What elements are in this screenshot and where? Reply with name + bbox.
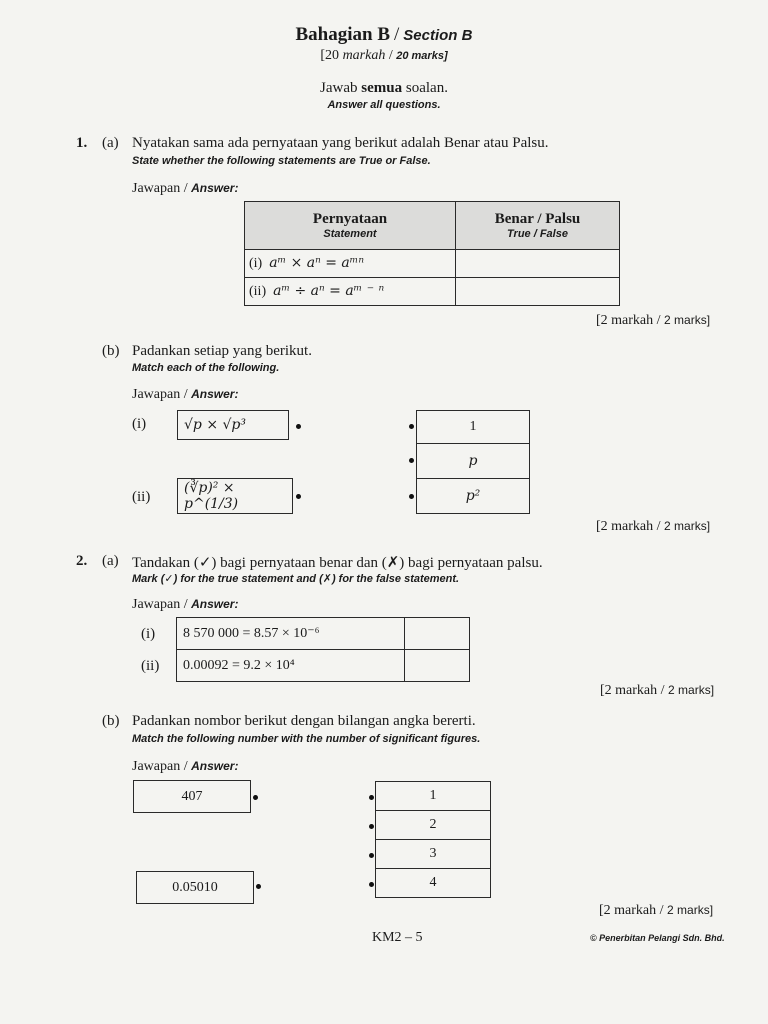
q1a-row-i-expr: aᵐ × aⁿ = aᵐⁿ bbox=[269, 255, 365, 271]
q2a-mark-cell-i[interactable] bbox=[405, 618, 470, 650]
q1a-statement-ii bbox=[245, 278, 456, 306]
q2a-statement-ii: 0.00092 = 9.2 × 10⁴ bbox=[177, 650, 405, 682]
q2a-row-ii-label: (ii) bbox=[141, 658, 160, 674]
q1a-text-ms: Nyatakan sama ada pernyataan yang berikut adalah Benar atau Palsu. bbox=[132, 135, 549, 151]
q1b-right-dot[interactable] bbox=[409, 424, 414, 429]
q2a-row-i-label: (i) bbox=[141, 626, 156, 642]
q2b-marks: [2 markah / 2 marks] bbox=[599, 903, 714, 918]
instruction-ms-pre: Jawab bbox=[320, 80, 362, 96]
q2b-right-dot[interactable] bbox=[369, 882, 374, 887]
q1a-head-truefalse bbox=[456, 202, 620, 250]
instruction-ms-post: soalan. bbox=[402, 80, 448, 96]
section-title-en: Section B bbox=[403, 27, 473, 44]
q1a-answer-cell-i[interactable] bbox=[456, 250, 620, 278]
q2b-text-en: Match the following number with the number of significant figures. bbox=[132, 733, 481, 745]
q1a-marks-en: 2 marks] bbox=[664, 313, 711, 327]
q1b-left-dot-ii[interactable] bbox=[296, 494, 301, 499]
page-number: KM2 – 5 bbox=[372, 930, 423, 945]
q1b-left-expr-ii: (∛p)² × p^(1/3) bbox=[184, 480, 239, 512]
q1b-answer-en: Answer: bbox=[191, 387, 239, 401]
q1a-row-ii-expr: aᵐ ÷ aⁿ = aᵐ ⁻ ⁿ bbox=[273, 283, 385, 299]
q1b-answer-ms: Jawapan bbox=[132, 387, 181, 402]
q2a-answer-label: Jawapan / Answer: bbox=[132, 597, 239, 612]
q1a-text-en: State whether the following statements are True or False. bbox=[132, 155, 431, 167]
q2b-answer-en: Answer: bbox=[191, 759, 239, 773]
q1a-marks: [2 markah / 2 marks] bbox=[596, 313, 711, 328]
q2b-marks-ms: [2 markah bbox=[599, 903, 657, 918]
q2a-answer-ms: Jawapan bbox=[132, 597, 181, 612]
q1b-text-en: Match each of the following. bbox=[132, 362, 280, 374]
instruction-ms-bold: semua bbox=[361, 80, 403, 96]
q1b-right-cell: 1 bbox=[417, 411, 530, 444]
q2b-marks-en: 2 marks] bbox=[667, 903, 714, 917]
q2b-left-dot-0[interactable] bbox=[253, 795, 258, 800]
q1b-right-dot[interactable] bbox=[409, 494, 414, 499]
q2b-right-dot[interactable] bbox=[369, 824, 374, 829]
q1a-answer-ms: Jawapan bbox=[132, 181, 181, 196]
q1a-head-statement-ms: Pernyataan bbox=[312, 211, 388, 227]
q1a-marks-ms: [2 markah bbox=[596, 313, 654, 328]
q2a-statement-i: 8 570 000 = 8.57 × 10⁻⁶ bbox=[177, 618, 405, 650]
section-title-ms: Bahagian B bbox=[295, 24, 391, 45]
q2b-right-dot[interactable] bbox=[369, 853, 374, 858]
q1b-left-dot-i[interactable] bbox=[296, 424, 301, 429]
q1b-text-ms: Padankan setiap yang berikut. bbox=[132, 343, 312, 359]
q1-number: 1. bbox=[76, 135, 88, 151]
q1a-row bbox=[245, 250, 620, 278]
q1b-label: (b) bbox=[102, 343, 120, 359]
section-marks: [20 markah / 20 marks] bbox=[320, 48, 448, 63]
q1a-row-i-label: (i) bbox=[249, 256, 263, 271]
section-title-sep: / bbox=[394, 24, 400, 45]
q1a-answer-en: Answer: bbox=[191, 181, 239, 195]
q2-number: 2. bbox=[76, 553, 88, 569]
instruction-en bbox=[0, 99, 768, 111]
q2b-answer-label: Jawapan / Answer: bbox=[132, 759, 239, 774]
q1a-row bbox=[245, 278, 620, 306]
instruction-ms bbox=[0, 80, 768, 97]
q1a-table bbox=[244, 201, 620, 306]
q1b-right-cell: p² bbox=[417, 479, 530, 514]
section-marks-en: 20 marks] bbox=[396, 50, 448, 62]
q2a-mark-cell-ii[interactable] bbox=[405, 650, 470, 682]
q1b-answer-label: Jawapan / Answer: bbox=[132, 387, 239, 402]
q1b-marks: [2 markah / 2 marks] bbox=[596, 519, 711, 534]
q1b-marks-ms: [2 markah bbox=[596, 519, 654, 534]
q1a-head-statement bbox=[245, 202, 456, 250]
q2a-marks: [2 markah / 2 marks] bbox=[600, 683, 715, 698]
q2b-right-cell: 4 bbox=[376, 869, 491, 898]
q1a-row-ii-label: (ii) bbox=[249, 284, 267, 299]
q1b-left-box-i bbox=[177, 410, 289, 440]
q1a-head-statement-en: Statement bbox=[323, 228, 377, 240]
q2a-text-ms: Tandakan (✓) bagi pernyataan benar dan (✗) bagi pernyataan palsu. bbox=[132, 555, 543, 571]
q2b-right-cell: 3 bbox=[376, 840, 491, 869]
q1b-right-dot[interactable] bbox=[409, 458, 414, 463]
q2b-right-cell: 2 bbox=[376, 811, 491, 840]
instruction-en-pre: Answer bbox=[327, 99, 371, 111]
q1a-label: (a) bbox=[102, 135, 119, 151]
q2b-left-box-1: 0.05010 bbox=[136, 871, 254, 904]
q1b-left-ii-label: (ii) bbox=[132, 489, 151, 505]
q2b-right-table bbox=[375, 781, 491, 898]
q2a-row bbox=[177, 650, 470, 682]
q1b-left-box-ii bbox=[177, 478, 293, 514]
q2a-row bbox=[177, 618, 470, 650]
q2a-marks-ms: [2 markah bbox=[600, 683, 658, 698]
q2a-table bbox=[176, 617, 470, 682]
q2a-answer-en: Answer: bbox=[191, 597, 239, 611]
section-marks-num: [20 bbox=[320, 48, 340, 63]
q1b-right-table bbox=[416, 410, 530, 514]
instruction-en-bold: all bbox=[370, 99, 383, 111]
q2a-marks-en: 2 marks] bbox=[668, 683, 715, 697]
q2b-right-cell: 1 bbox=[376, 782, 491, 811]
q1a-statement-i bbox=[245, 250, 456, 278]
q2a-text-en: Mark (✓) for the true statement and (✗) for the false statement. bbox=[132, 573, 460, 585]
q1a-head-truefalse-en: True / False bbox=[507, 228, 568, 240]
q1b-right-cell: p bbox=[417, 444, 530, 479]
q1a-answer-cell-ii[interactable] bbox=[456, 278, 620, 306]
q1a-head-truefalse-ms: Benar / Palsu bbox=[494, 211, 581, 227]
section-marks-word: markah bbox=[342, 48, 386, 63]
q1b-marks-en: 2 marks] bbox=[664, 519, 711, 533]
q2b-left-box-0: 407 bbox=[133, 780, 251, 813]
q1b-left-expr-i: √p × √p³ bbox=[184, 417, 247, 433]
q2b-text-ms: Padankan nombor berikut dengan bilangan angka bererti. bbox=[132, 713, 476, 729]
q2a-label: (a) bbox=[102, 553, 119, 569]
q1a-answer-label: Jawapan / Answer: bbox=[132, 181, 239, 196]
q2b-answer-ms: Jawapan bbox=[132, 759, 181, 774]
q2b-label: (b) bbox=[102, 713, 120, 729]
publisher-credit: © Penerbitan Pelangi Sdn. Bhd. bbox=[590, 933, 725, 943]
q2b-left-dot-1[interactable] bbox=[256, 884, 261, 889]
q2b-right-dot[interactable] bbox=[369, 795, 374, 800]
instruction-en-post: questions. bbox=[382, 99, 441, 111]
section-title bbox=[0, 24, 768, 46]
q1b-left-i-label: (i) bbox=[132, 416, 147, 432]
